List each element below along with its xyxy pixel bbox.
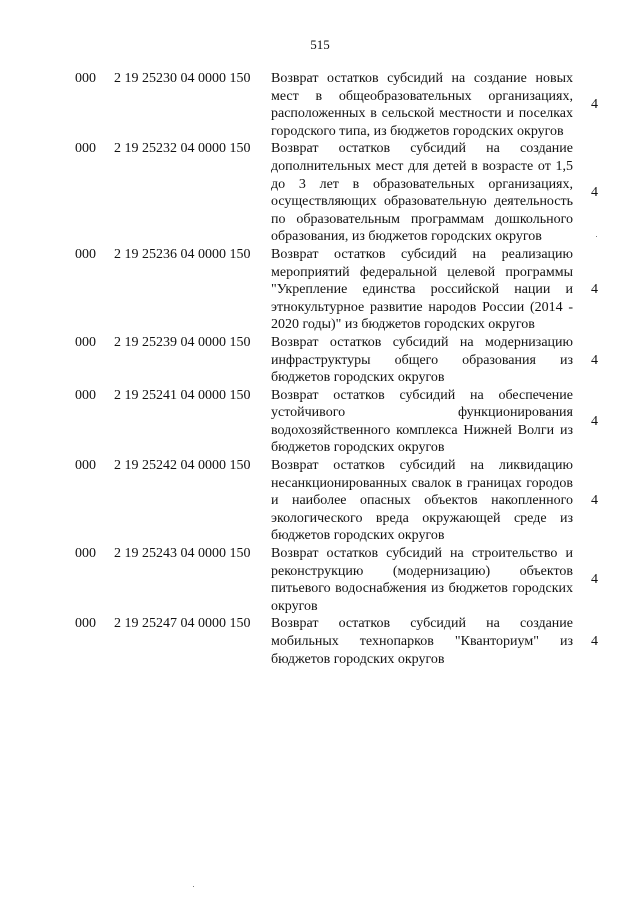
- income-name: Возврат остатков субсидий на модернизацию инфраструктуры общего образования из бюджетов городских округов: [271, 334, 573, 386]
- income-name: Возврат остатков субсидий на обеспечение устойчивого функционирования водохозяйственного комплекса Нижней Волги из бюджетов городских округов: [271, 387, 573, 456]
- income-name: Возврат остатков субсидий на строительство и реконструкцию (модернизацию) объектов питьевого водоснабжения из бюджетов городских округов: [271, 546, 573, 614]
- table-row: [0, 457, 640, 545]
- table-row: [0, 334, 640, 387]
- kbk-code: 2 19 25243 04 0000 150: [114, 546, 251, 562]
- page-number: 515: [310, 37, 330, 52]
- admin-code: 000: [75, 458, 96, 474]
- kbk-code: 2 19 25247 04 0000 150: [114, 616, 251, 632]
- budget-level: 4: [591, 414, 598, 430]
- kbk-code: 2 19 25230 04 0000 150: [114, 71, 251, 86]
- scan-speck: [193, 886, 194, 887]
- admin-code: 000: [75, 546, 96, 562]
- kbk-code: 2 19 25239 04 0000 150: [114, 334, 251, 350]
- budget-level: 4: [591, 185, 598, 201]
- kbk-code: 2 19 25242 04 0000 150: [114, 458, 251, 474]
- admin-code: 000: [75, 246, 96, 262]
- budget-level: 4: [591, 352, 598, 368]
- kbk-code: 2 19 25236 04 0000 150: [114, 246, 251, 262]
- income-name: Возврат остатков субсидий на ликвидацию несанкционированных свалок в границах городов и наиболее опасных объектов накопленного экологического вреда окружающей среде из бюджетов городских округов: [271, 458, 573, 544]
- budget-code-table: [0, 70, 640, 668]
- kbk-code: 2 19 25232 04 0000 150: [114, 141, 251, 157]
- table-row: [0, 140, 640, 246]
- budget-level: 4: [591, 572, 598, 588]
- admin-code: 000: [75, 387, 96, 403]
- budget-level: 4: [591, 282, 598, 298]
- income-name: Возврат остатков субсидий на создание дополнительных мест для детей в возрасте от 1,5 до 3 лет в образовательных организациях, осуществляющих образовательную деятельность по образовательным программам дошкольного образования, из бюджетов городских округов: [271, 141, 573, 245]
- income-name: Возврат остатков субсидий на создание мобильных технопарков "Кванториум" из бюджетов городских округов: [271, 616, 573, 667]
- budget-level: 4: [591, 493, 598, 509]
- admin-code: 000: [75, 334, 96, 350]
- admin-code: 000: [75, 616, 96, 632]
- table-row: [0, 615, 640, 668]
- admin-code: 000: [75, 71, 96, 86]
- table-row: [0, 70, 640, 140]
- table-row: [0, 387, 640, 457]
- income-name: Возврат остатков субсидий на реализацию мероприятий федеральной целевой программы "Укрепление единства российской нации и этнокультурное развитие народов России (2014 - 2020 годы)" из бюджетов городских округов: [271, 246, 573, 333]
- admin-code: 000: [75, 141, 96, 157]
- income-name: Возврат остатков субсидий на создание новых мест в общеобразовательных организациях, расположенных в сельской местности и поселках городского типа, из бюджетов городских округов: [271, 71, 573, 139]
- budget-level: 4: [591, 97, 598, 113]
- budget-level: 4: [591, 634, 598, 649]
- scan-speck: [596, 236, 597, 237]
- table-row: [0, 545, 640, 615]
- table-row: [0, 246, 640, 334]
- kbk-code: 2 19 25241 04 0000 150: [114, 387, 251, 403]
